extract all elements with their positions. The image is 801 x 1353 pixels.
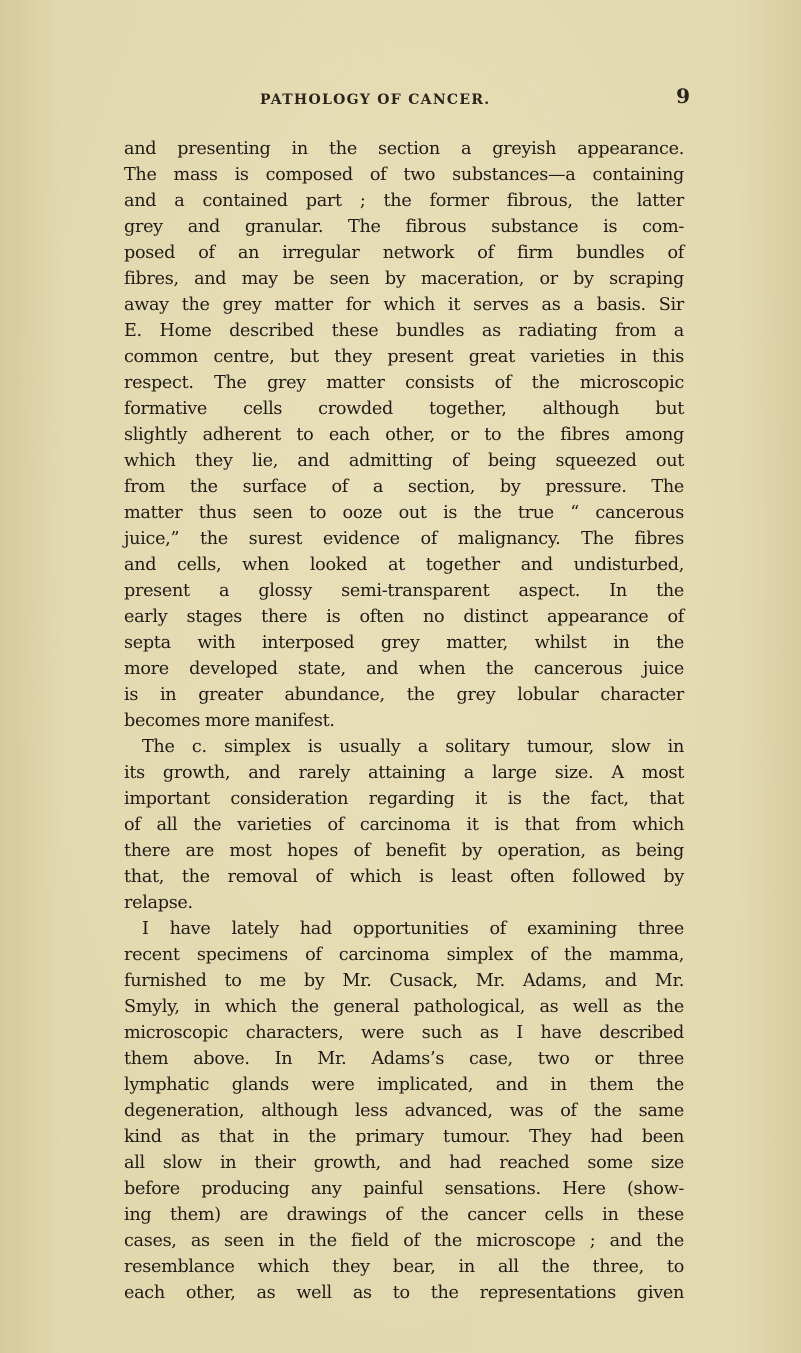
text-line: I have lately had opportunities of examining three xyxy=(142,919,684,939)
text-line: more developed state, and when the cancerous juice xyxy=(124,659,684,679)
text-line: early stages there is often no distinct appearance of xyxy=(124,607,684,627)
text-line: present a glossy semi-transparent aspect. In the xyxy=(124,581,684,601)
text-line: before producing any painful sensations. Here (show- xyxy=(124,1179,684,1199)
text-line: E. Home described these bundles as radiating from a xyxy=(124,321,684,341)
text-line: each other, as well as to the representations given xyxy=(124,1283,684,1303)
text-line: furnished to me by Mr. Cusack, Mr. Adams, and Mr. xyxy=(124,971,684,991)
text-line: all slow in their growth, and had reached some size xyxy=(124,1153,684,1173)
text-line: slightly adherent to each other, or to the fibres among xyxy=(124,425,684,445)
text-line: cases, as seen in the field of the microscope ; and the xyxy=(124,1231,684,1251)
text-line: ing them) are drawings of the cancer cells in these xyxy=(124,1205,684,1225)
text-line: of all the varieties of carcinoma it is that from which xyxy=(124,815,684,835)
text-line: The c. simplex is usually a solitary tumour, slow in xyxy=(142,737,684,757)
text-line: lymphatic glands were implicated, and in them the xyxy=(124,1075,684,1095)
text-line: and presenting in the section a greyish appearance. xyxy=(124,139,684,159)
page-header xyxy=(120,84,690,122)
text-line: grey and granular. The fibrous substance is com- xyxy=(124,217,684,237)
text-line: away the grey matter for which it serves as a basis. Sir xyxy=(124,295,684,315)
body-text xyxy=(124,136,684,1306)
text-line: and cells, when looked at together and undisturbed, xyxy=(124,555,684,575)
text-line: septa with interposed grey matter, whilst in the xyxy=(124,633,684,653)
text-line: common centre, but they present great varieties in this xyxy=(124,347,684,367)
text-line: recent specimens of carcinoma simplex of the mamma, xyxy=(124,945,684,965)
running-head: PATHOLOGY OF CANCER. xyxy=(260,92,491,108)
text-line: them above. In Mr. Adams’s case, two or three xyxy=(124,1049,684,1069)
text-line: relapse. xyxy=(124,893,193,913)
text-line: which they lie, and admitting of being squeezed out xyxy=(124,451,684,471)
text-line: degeneration, although less advanced, was of the same xyxy=(124,1101,684,1121)
text-line: juice,” the surest evidence of malignancy. The fibres xyxy=(124,529,684,549)
text-line: respect. The grey matter consists of the microscopic xyxy=(124,373,684,393)
text-line: resemblance which they bear, in all the three, to xyxy=(124,1257,684,1277)
text-line: important consideration regarding it is the fact, that xyxy=(124,789,684,809)
text-line: formative cells crowded together, although but xyxy=(124,399,684,419)
text-line: The mass is composed of two substances—a containing xyxy=(124,165,684,185)
text-line: that, the removal of which is least often followed by xyxy=(124,867,684,887)
page-number: 9 xyxy=(676,84,690,108)
text-line: its growth, and rarely attaining a large size. A most xyxy=(124,763,684,783)
text-line: Smyly, in which the general pathological, as well as the xyxy=(124,997,684,1017)
text-line: posed of an irregular network of firm bundles of xyxy=(124,243,684,263)
text-line: from the surface of a section, by pressure. The xyxy=(124,477,684,497)
text-line: is in greater abundance, the grey lobular character xyxy=(124,685,684,705)
text-line: microscopic characters, were such as I have described xyxy=(124,1023,684,1043)
text-line: and a contained part ; the former fibrous, the latter xyxy=(124,191,684,211)
text-line: there are most hopes of benefit by operation, as being xyxy=(124,841,684,861)
text-line: fibres, and may be seen by maceration, or by scraping xyxy=(124,269,684,289)
text-line: matter thus seen to ooze out is the true “ cancerous xyxy=(124,503,684,523)
text-line: becomes more manifest. xyxy=(124,711,335,731)
text-line: kind as that in the primary tumour. They had been xyxy=(124,1127,684,1147)
